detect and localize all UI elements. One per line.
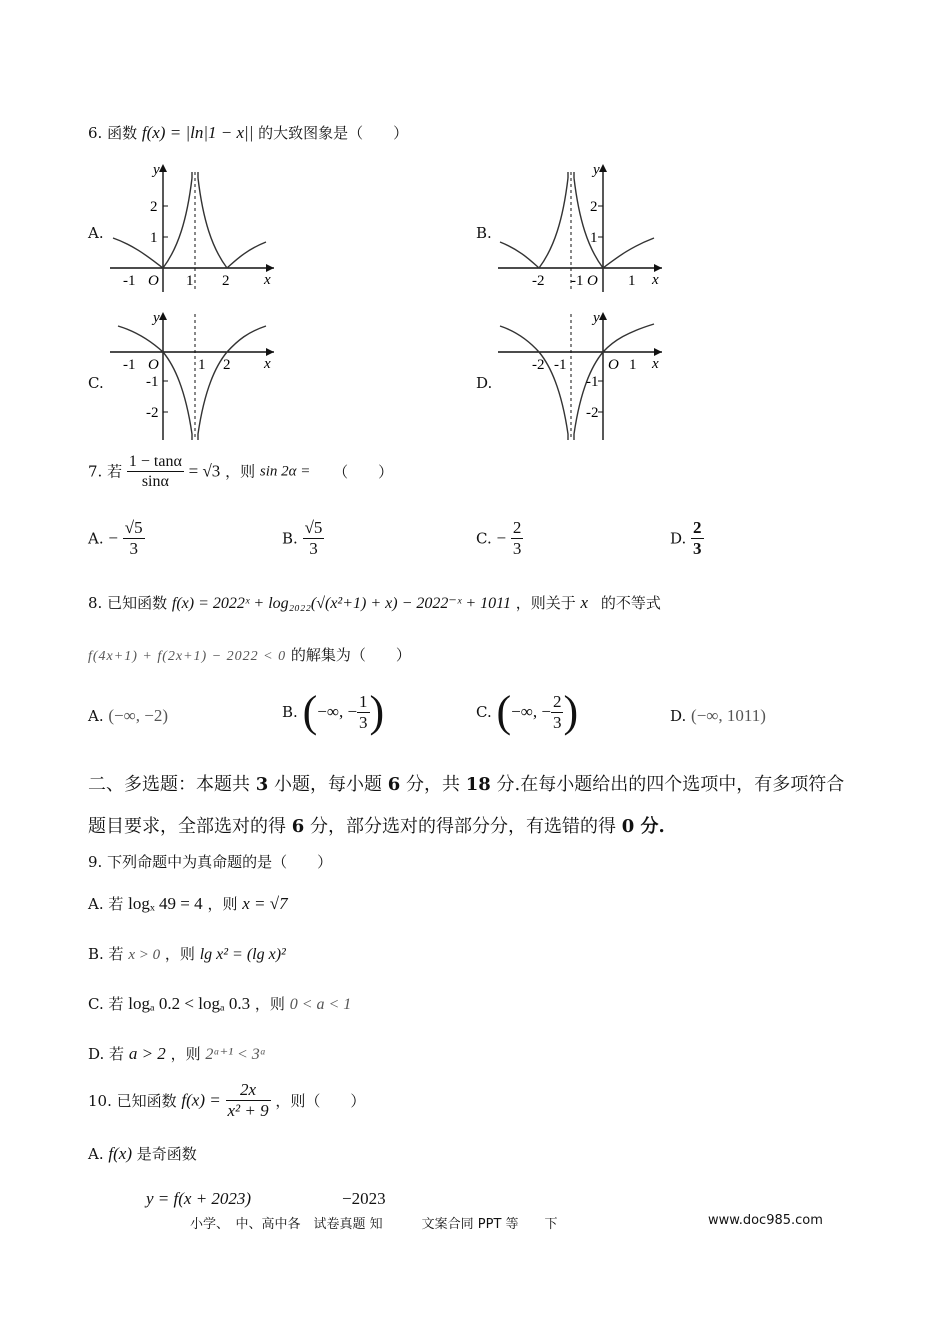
q9-title: 9. 下列命题中为真命题的是（ ） — [88, 853, 333, 871]
q8-inequality-line — [88, 644, 411, 665]
q7-option-b — [282, 518, 324, 559]
q6-graph-a — [108, 160, 278, 295]
option-math: f(x) — [108, 1144, 132, 1163]
q8-option-a — [88, 706, 168, 726]
option-math: −2023 — [342, 1189, 386, 1208]
option-label: C. — [476, 529, 492, 548]
q8-inequality: f(4x+1) + f(2x+1) − 2022 < 0 — [88, 649, 287, 664]
footer-url[interactable]: www.doc985.com — [708, 1213, 823, 1228]
frac-num: 1 — [359, 691, 368, 711]
frac-den: 3 — [512, 539, 522, 558]
q6-option-d-label: D. — [476, 374, 493, 392]
q7-stem — [88, 452, 393, 491]
q6-option-c-label: C. — [88, 374, 104, 392]
tick-label: -1 — [586, 374, 599, 390]
frac-den: 3 — [552, 712, 562, 732]
q8-suffix: 的不等式 — [600, 594, 661, 612]
option-condition: logₐ 0.2 < logₐ 0.3 — [128, 994, 251, 1013]
option-math: y = f(x + 2023) — [146, 1189, 252, 1208]
option-value: −∞, − — [317, 702, 358, 721]
q7-frac-den: sinα — [141, 473, 169, 491]
q6-graph-b — [496, 160, 666, 295]
option-fraction — [357, 692, 370, 733]
q10-suffix: ，则（ ） — [275, 1092, 366, 1110]
option-fraction — [691, 518, 704, 559]
text: 二、多选题：本题共 — [88, 774, 256, 795]
tick-label: -2 — [532, 273, 545, 289]
tick-label: 1 — [150, 230, 158, 246]
q7-fraction — [127, 452, 184, 491]
tick-label: -1 — [554, 357, 567, 373]
y-axis-arrow-icon — [159, 164, 167, 172]
left-paren: ( — [302, 687, 318, 736]
option-fraction — [303, 518, 325, 559]
q7-option-c — [476, 518, 523, 559]
x-axis-label: x — [264, 272, 271, 288]
q9-option-b — [88, 943, 286, 964]
y-axis-label: y — [153, 162, 160, 178]
text: 分.在每小题给出的四个选项中，有多项符合 — [490, 774, 845, 795]
tick-label: 2 — [150, 199, 158, 215]
option-label: A. — [88, 707, 104, 725]
q8-option-d — [670, 706, 766, 726]
option-value: −∞, − — [511, 702, 551, 721]
x-axis-arrow-icon — [654, 348, 662, 356]
tick-label: 2 — [223, 357, 231, 373]
q10-option-a — [88, 1143, 197, 1164]
q8-var: x — [580, 593, 589, 612]
option-mid: ，则 — [170, 1045, 201, 1063]
q7-option-a — [88, 518, 145, 559]
option-label: D. — [670, 707, 687, 725]
tick-label: 2 — [590, 199, 598, 215]
q8-mid: ，则关于 — [515, 594, 576, 612]
count: 3 — [255, 774, 269, 795]
y-axis-label: y — [593, 310, 600, 326]
frac-num: 2 — [693, 518, 702, 537]
q6-prefix: 6. 函数 — [88, 124, 138, 142]
frac-den: 3 — [129, 539, 138, 558]
option-label: B. — [282, 529, 298, 548]
q7-suffix: （ ） — [333, 462, 394, 481]
q6-function: f(x) = |ln|1 − x|| — [141, 123, 254, 142]
section2-heading-line1 — [88, 770, 844, 796]
text: 分，共 — [400, 774, 466, 795]
option-condition: a > 2 — [128, 1044, 166, 1063]
q8-prefix: 8. 已知函数 — [88, 594, 168, 612]
q8-option-c — [476, 687, 579, 736]
q10-stem — [88, 1080, 365, 1121]
text: 分，部分选对的得部分分，有选错的得 — [304, 816, 622, 837]
q7-target: sin 2α = — [259, 463, 311, 480]
count: 6 — [387, 774, 401, 795]
x-axis-arrow-icon — [266, 264, 274, 272]
x-axis-arrow-icon — [654, 264, 662, 272]
origin-label: O — [148, 357, 159, 373]
tick-label: -1 — [146, 374, 159, 390]
tick-label: -1 — [571, 273, 584, 289]
text: 题目要求，全部选对的得 — [88, 816, 292, 837]
left-paren: ( — [496, 687, 512, 736]
q6-stem — [88, 122, 408, 143]
graph-curve — [500, 178, 654, 268]
q10-fraction — [226, 1080, 271, 1121]
q10-function-name: f(x) = — [181, 1090, 221, 1110]
tick-label: 1 — [198, 357, 206, 373]
tick-label: -1 — [123, 273, 136, 289]
option-label: B. 若 — [88, 945, 124, 963]
option-fraction — [123, 518, 145, 559]
tick-label: 1 — [628, 273, 636, 289]
y-axis-label: y — [593, 162, 600, 178]
y-axis-arrow-icon — [599, 312, 607, 320]
option-result: x = √7 — [242, 894, 288, 913]
frac-num: √5 — [124, 518, 143, 537]
tick-label: 1 — [590, 230, 598, 246]
q7-option-d — [670, 518, 704, 559]
option-label: C. — [476, 703, 492, 721]
q7-frac-num: 1 − tanα — [127, 452, 184, 472]
count: 6 — [291, 816, 305, 837]
option-label: C. 若 — [88, 995, 124, 1013]
right-paren: ) — [563, 687, 579, 736]
y-axis-arrow-icon — [159, 312, 167, 320]
q7-prefix: 7. 若 — [88, 462, 123, 481]
option-fraction — [551, 692, 564, 733]
option-fraction — [511, 518, 524, 559]
x-axis-label: x — [264, 356, 271, 372]
frac-num: √5 — [304, 518, 323, 537]
tick-label: -2 — [586, 405, 599, 421]
frac-num: 2 — [552, 691, 562, 711]
option-mid: ，则 — [207, 895, 238, 913]
q10-option-b-partial — [146, 1189, 251, 1209]
x-axis-arrow-icon — [266, 348, 274, 356]
tick-label: 1 — [629, 357, 637, 373]
option-label: D. — [670, 529, 687, 548]
footer-text: 小学、 中、高中各 试卷真题 知 文案合同 PPT 等 下 — [190, 1217, 558, 1232]
option-condition: x > 0 — [128, 947, 161, 963]
option-result: 2ᵃ⁺¹ < 3ᵃ — [205, 1046, 267, 1063]
option-condition: logₓ 49 = 4 — [128, 894, 203, 913]
origin-label: O — [148, 273, 159, 289]
option-value: (−∞, −2) — [108, 706, 169, 725]
frac-den: 3 — [309, 539, 318, 558]
q7-mid: ，则 — [225, 462, 256, 481]
q10-prefix: 10. 已知函数 — [88, 1092, 177, 1110]
option-text: 是奇函数 — [136, 1145, 197, 1163]
origin-label: O — [608, 357, 619, 373]
frac-num: 2 — [512, 518, 522, 537]
q8-stem — [88, 592, 661, 613]
text: 小题，每小题 — [268, 774, 388, 795]
count: 18 — [465, 774, 491, 795]
tick-label: 2 — [222, 273, 230, 289]
y-axis-arrow-icon — [599, 164, 607, 172]
x-axis-label: x — [652, 272, 659, 288]
tick-label: 1 — [186, 273, 194, 289]
x-axis-label: x — [652, 356, 659, 372]
option-label: A. 若 — [88, 895, 124, 913]
option-label: A. — [88, 529, 104, 548]
right-paren: ) — [369, 687, 385, 736]
graph-curve — [118, 326, 266, 440]
option-sign: − — [496, 528, 507, 548]
option-result: 0 < a < 1 — [289, 996, 352, 1013]
tick-label: -2 — [532, 357, 545, 373]
option-sign: − — [108, 528, 118, 548]
frac-num: 2x — [226, 1080, 271, 1101]
q6-option-b-label: B. — [476, 224, 492, 242]
q6-graph-d — [496, 308, 666, 443]
q10-option-b-partial-2 — [342, 1189, 386, 1209]
origin-label: O — [587, 273, 598, 289]
q7-equals: = √3 — [188, 461, 221, 481]
frac-den: 3 — [359, 712, 368, 732]
option-result: lg x² = (lg x)² — [199, 946, 286, 963]
count: 0 — [621, 816, 635, 837]
option-label: A. — [88, 1145, 104, 1163]
q8-ineq-suffix: 的解集为（ ） — [290, 646, 411, 664]
frac-den: 3 — [693, 539, 702, 558]
graph-curve — [113, 178, 266, 268]
text: 分. — [634, 816, 665, 837]
q8-option-b — [282, 687, 385, 736]
option-value: (−∞, 1011) — [691, 706, 766, 725]
q8-function: f(x) = 2022ˣ + log₂₀₂₂(√(x²+1) + x) − 2022⁻ˣ + 1011 — [171, 595, 511, 612]
option-mid: ，则 — [164, 945, 195, 963]
tick-label: -2 — [146, 405, 159, 421]
frac-den: x² + 9 — [227, 1101, 269, 1120]
q9-option-a — [88, 893, 288, 914]
q6-option-a-label: A. — [88, 224, 104, 242]
q9-option-c — [88, 993, 351, 1014]
option-mid: ，则 — [254, 995, 285, 1013]
graph-curve — [500, 324, 654, 440]
q6-suffix: 的大致图象是（ ） — [258, 124, 409, 142]
section2-heading-line2 — [88, 812, 665, 838]
q9-option-d — [88, 1043, 266, 1064]
tick-label: -1 — [123, 357, 136, 373]
y-axis-label: y — [153, 310, 160, 326]
option-label: D. 若 — [88, 1045, 125, 1063]
q6-graph-c — [108, 308, 278, 443]
option-label: B. — [282, 703, 298, 721]
